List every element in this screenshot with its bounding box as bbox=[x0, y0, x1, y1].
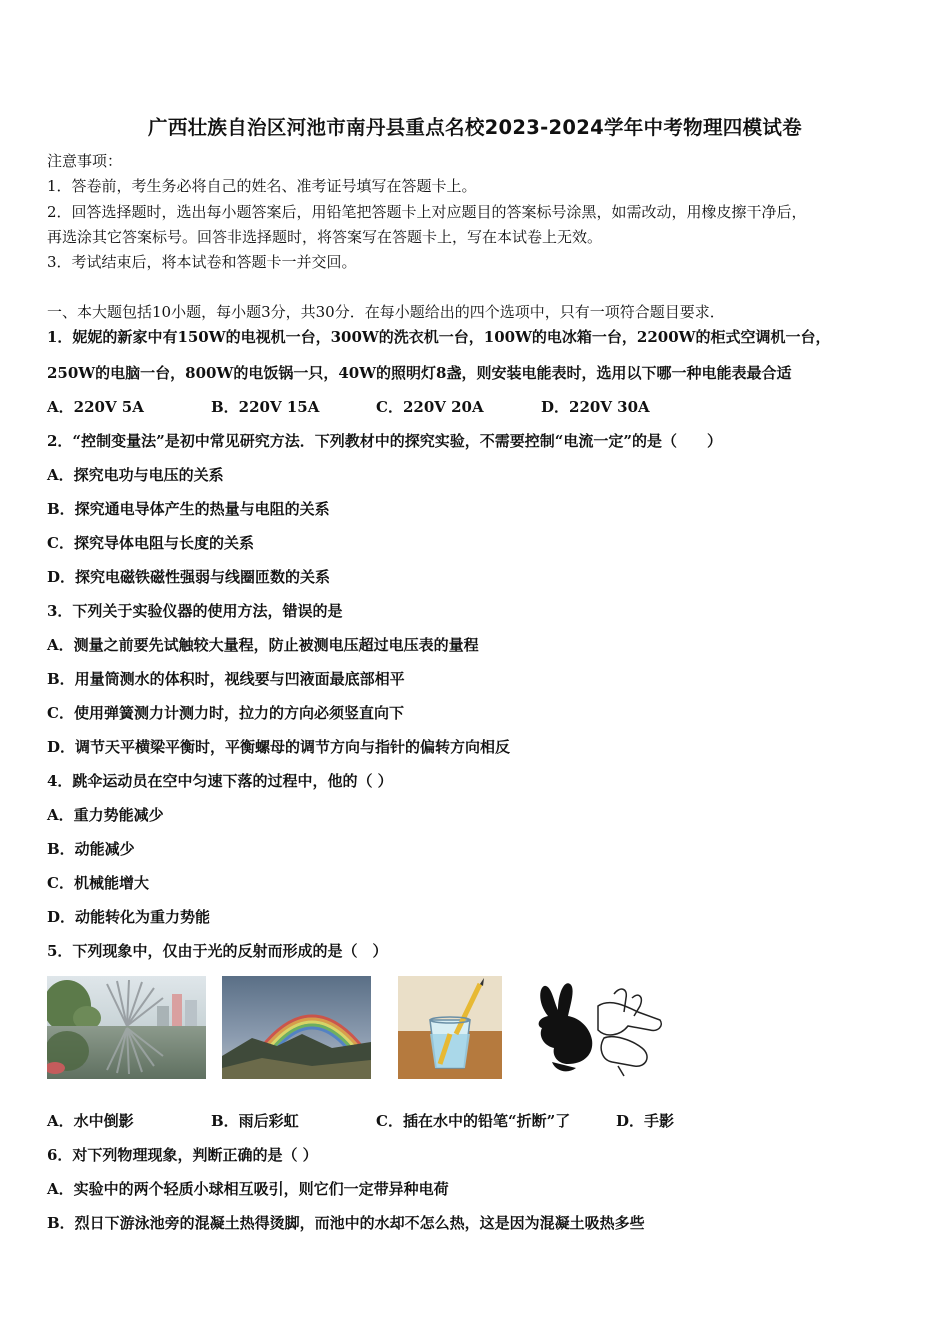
question-5-stem: 5．下列现象中，仅由于光的反射而形成的是（ ） bbox=[47, 942, 388, 960]
q2-option-a: A．探究电功与电压的关系 bbox=[47, 466, 224, 484]
notice-item: 1．答卷前，考生务必将自己的姓名、准考证号填写在答题卡上。 bbox=[47, 177, 477, 195]
q2-option-d: D．探究电磁铁磁性强弱与线圈匝数的关系 bbox=[47, 568, 331, 586]
notice-item: 2．回答选择题时，选出每小题答案后，用铅笔把答题卡上对应题目的答案标号涂黑，如需改动，用橡皮擦干净后， bbox=[47, 203, 807, 221]
q5-option-d: D．手影 bbox=[616, 1112, 675, 1130]
reflection-image bbox=[47, 976, 206, 1079]
rainbow-image bbox=[222, 976, 371, 1079]
q4-option-c: C．机械能增大 bbox=[47, 874, 149, 892]
q1-option-c: C．220V 20A bbox=[376, 398, 484, 416]
q5-option-c: C．插在水中的铅笔“折断”了 bbox=[376, 1112, 571, 1130]
question-3-stem: 3．下列关于实验仪器的使用方法，错误的是 bbox=[47, 602, 343, 620]
notice-item: 3．考试结束后，将本试卷和答题卡一并交回。 bbox=[47, 253, 357, 271]
q5-option-a: A．水中倒影 bbox=[47, 1112, 134, 1130]
pencil-in-water-image bbox=[398, 976, 502, 1079]
q2-option-b: B．探究通电导体产生的热量与电阻的关系 bbox=[47, 500, 330, 518]
q3-option-b: B．用量筒测水的体积时，视线要与凹液面最底部相平 bbox=[47, 670, 405, 688]
notice-item: 再选涂其它答案标号。回答非选择题时，将答案写在答题卡上，写在本试卷上无效。 bbox=[47, 228, 603, 246]
q6-option-a: A．实验中的两个轻质小球相互吸引，则它们一定带异种电荷 bbox=[47, 1180, 449, 1198]
q1-option-b: B．220V 15A bbox=[211, 398, 320, 416]
hand-shadow-image bbox=[528, 976, 668, 1079]
page-title: 广西壮族自治区河池市南丹县重点名校2023-2024学年中考物理四模试卷 bbox=[148, 116, 802, 139]
section-heading: 一、本大题包括10小题，每小题3分，共30分．在每小题给出的四个选项中，只有一项符合题目要求． bbox=[47, 303, 725, 321]
q1-option-a: A．220V 5A bbox=[47, 398, 144, 416]
q4-option-d: D．动能转化为重力势能 bbox=[47, 908, 211, 926]
q3-option-a: A．测量之前要先试触较大量程，防止被测电压超过电压表的量程 bbox=[47, 636, 479, 654]
q2-option-c: C．探究导体电阻与长度的关系 bbox=[47, 534, 254, 552]
question-4-stem: 4．跳伞运动员在空中匀速下落的过程中，他的（ ） bbox=[47, 772, 393, 790]
q1-option-d: D．220V 30A bbox=[541, 398, 650, 416]
q3-option-c: C．使用弹簧测力计测力时，拉力的方向必须竖直向下 bbox=[47, 704, 404, 722]
question-1-line-1: 1．妮妮的新家中有150W的电视机一台，300W的洗衣机一台，100W的电冰箱一台，2200W的柜式空调机一台， bbox=[47, 328, 831, 346]
q4-option-a: A．重力势能减少 bbox=[47, 806, 164, 824]
question-1-line-2: 250W的电脑一台，800W的电饭锅一只，40W的照明灯8盏，则安装电能表时，选用以下哪一种电能表最合适 bbox=[47, 364, 792, 382]
q3-option-d: D．调节天平横梁平衡时，平衡螺母的调节方向与指针的偏转方向相反 bbox=[47, 738, 511, 756]
q6-option-b: B．烈日下游泳池旁的混凝土热得烫脚，而池中的水却不怎么热，这是因为混凝土吸热多些 bbox=[47, 1214, 645, 1232]
notice-heading: 注意事项： bbox=[47, 152, 123, 170]
q5-option-b: B．雨后彩虹 bbox=[211, 1112, 299, 1130]
q4-option-b: B．动能减少 bbox=[47, 840, 135, 858]
question-2-stem: 2．“控制变量法”是初中常见研究方法．下列教材中的探究实验，不需要控制“电流一定”的是（ ） bbox=[47, 432, 722, 450]
question-6-stem: 6．对下列物理现象，判断正确的是（ ） bbox=[47, 1146, 318, 1164]
